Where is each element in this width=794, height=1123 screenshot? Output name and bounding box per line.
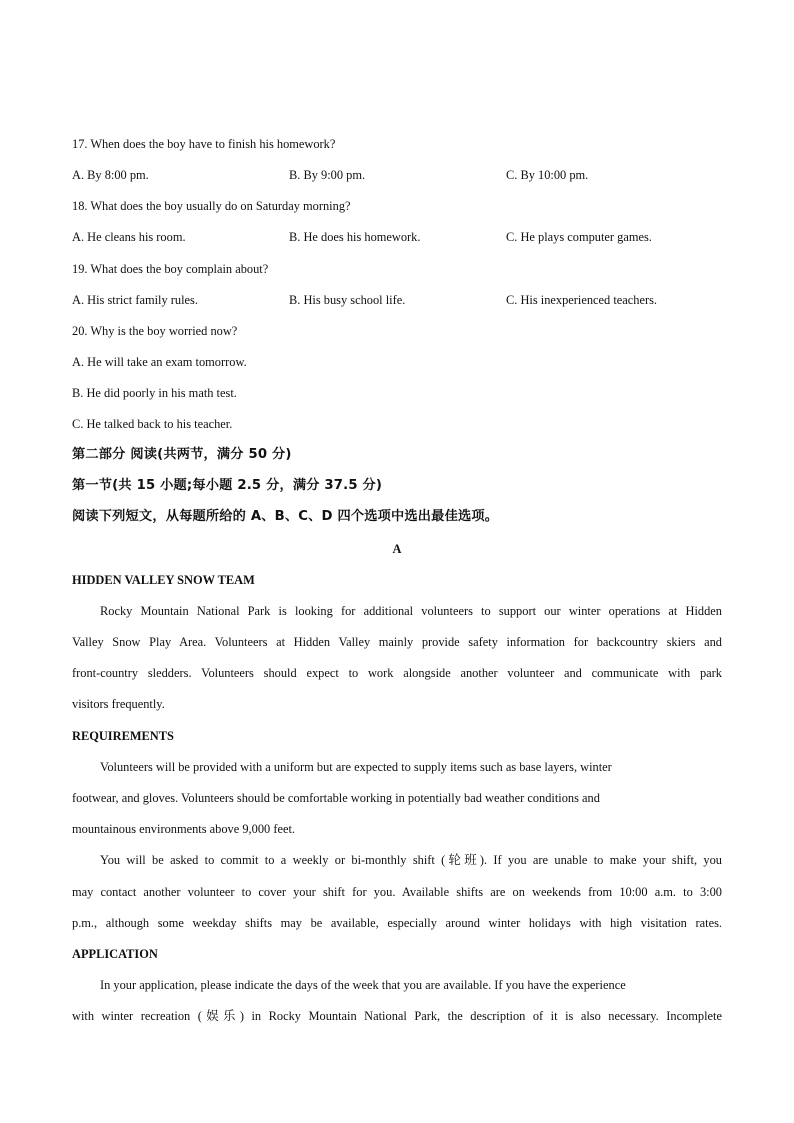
requirements-heading: REQUIREMENTS [72,729,174,743]
intro-line: visitors frequently. [72,697,165,711]
question-20-stem: 20. Why is the boy worried now? [72,324,238,338]
question-20-option-c: C. He talked back to his teacher. [72,417,233,431]
option-c: C. He plays computer games. [506,230,652,244]
requirements-line: footwear, and gloves. Volunteers should be comfortable working in potentially bad weather conditions and [72,791,600,805]
shift-line: p.m., although some weekday shifts may be available, especially around winter holidays with high visitation rates. [72,916,722,930]
section-subtitle: 第一节(共 15 小题;每小题 2.5 分，满分 37.5 分) [72,478,383,493]
question-18-stem: 18. What does the boy usually do on Saturday morning? [72,199,351,213]
option-a: A. By 8:00 pm. [72,168,149,182]
option-b: B. By 9:00 pm. [289,168,366,182]
option-c: C. By 10:00 pm. [506,168,589,182]
passage-letter: A [392,542,402,556]
intro-line: front-country sledders. Volunteers should expect to work alongside another volunteer and communicate with park [72,666,722,680]
reading-instruction: 阅读下列短文，从每题所给的 A、B、C、D 四个选项中选出最佳选项。 [72,509,499,524]
application-line: In your application, please indicate the days of the week that you are available. If you have the experience [100,978,626,992]
intro-line: Rocky Mountain National Park is looking for additional volunteers to support our winter operations at Hidden [100,604,722,618]
option-b: B. His busy school life. [289,293,406,307]
question-20-option-a: A. He will take an exam tomorrow. [72,355,247,369]
question-20-option-b: B. He did poorly in his math test. [72,386,237,400]
part-title: 第二部分 阅读(共两节，满分 50 分) [72,447,292,462]
requirements-line: Volunteers will be provided with a uniform but are expected to supply items such as base layers, winter [100,760,612,774]
requirements-line: mountainous environments above 9,000 feet. [72,822,295,836]
application-line: with winter recreation (娱乐) in Rocky Mountain National Park, the description of it is also necessary. Incomplete [72,1009,722,1023]
option-b: B. He does his homework. [289,230,421,244]
option-a: A. He cleans his room. [72,230,186,244]
question-19-stem: 19. What does the boy complain about? [72,262,269,276]
option-c: C. His inexperienced teachers. [506,293,658,307]
passage-title: HIDDEN VALLEY SNOW TEAM [72,573,255,587]
question-17-stem: 17. When does the boy have to finish his homework? [72,137,336,151]
application-heading: APPLICATION [72,947,158,961]
intro-line: Valley Snow Play Area. Volunteers at Hidden Valley mainly provide safety information for backcountry skiers and [72,635,722,649]
shift-line: may contact another volunteer to cover your shift for you. Available shifts are on weekends from 10:00 a.m. to 3:00 [72,885,722,899]
option-a: A. His strict family rules. [72,293,198,307]
shift-line: You will be asked to commit to a weekly or bi-monthly shift (轮班). If you are unable to make your shift, you [100,853,722,867]
